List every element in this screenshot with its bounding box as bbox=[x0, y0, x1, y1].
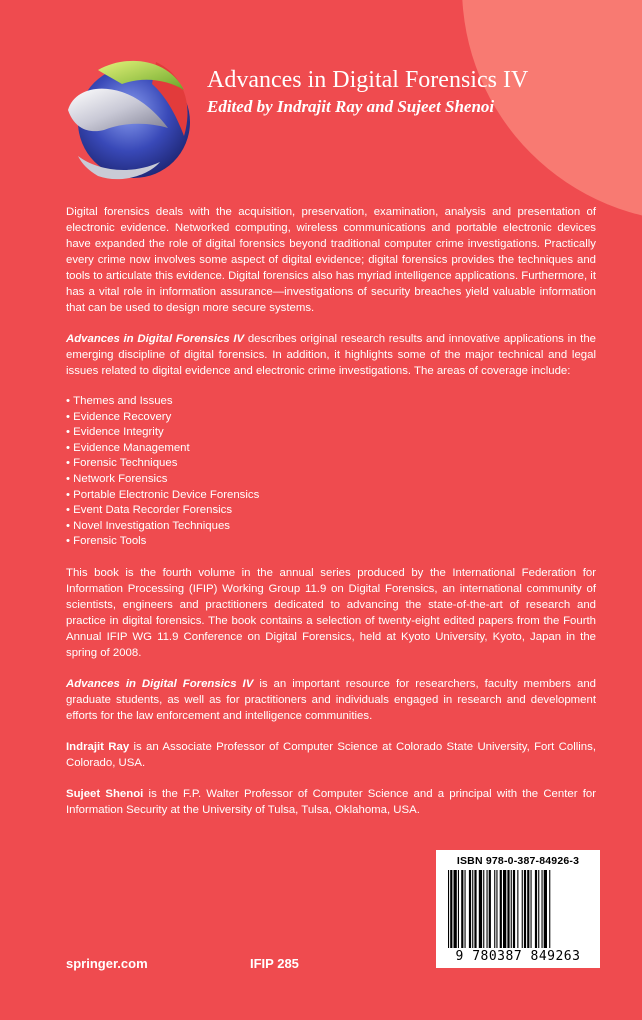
shenoi-bio-text: is the F.P. Walter Professor of Computer Science and a principal with the Center for Information Security at the University of Tulsa, Tulsa, Oklahoma, USA. bbox=[66, 787, 596, 816]
book-title: Advances in Digital Forensics IV bbox=[207, 67, 529, 93]
volume-paragraph: This book is the fourth volume in the annual series produced by the International Federation for Information Processing (IFIP) Working Group 11.9 on Digital Forensics, an international community of scientists, engineers and practitioners dedicated to advancing the state-of-the-art of research and practice in digital forensics. The book contains a selection of twenty-eight edited papers from the Fourth Annual IFIP WG 11.9 Conference on Digital Forensics, held at Kyoto University, Kyoto, Japan in the spring of 2008. bbox=[66, 566, 596, 659]
barcode-bar bbox=[465, 870, 466, 948]
coverage-areas-list bbox=[66, 394, 596, 550]
globe-logo-icon bbox=[64, 50, 196, 190]
intro-paragraph: Digital forensics deals with the acquisition, preservation, examination, analysis and presentation of electronic evidence. Networked computing, wireless communications and portable electronic devices have expanded the role of digital forensics beyond traditional computer crime investigations. Practically every crime now involves some aspect of digital evidence; digital forensics provides the techniques and tools to articulate this evidence. Digital forensics also has myriad intelligence applications. Furthermore, it has a vital role in information assurance—investigations of security breaches yield valuable information that can be used to design more secure systems. bbox=[66, 206, 596, 314]
barcode-bar bbox=[517, 870, 518, 948]
barcode-bar bbox=[487, 870, 488, 948]
coverage-area-item: • Themes and Issues bbox=[66, 394, 596, 410]
resource-text: is an important resource for researchers, faculty members and graduate students, as well as for practitioners and individuals engaged in research and development efforts for the law enforcement and intelligence communities. bbox=[66, 677, 597, 722]
barcode-bar bbox=[507, 870, 509, 948]
barcode-bar bbox=[511, 870, 512, 948]
coverage-area-item: • Novel Investigation Techniques bbox=[66, 519, 596, 535]
ray-bio-paragraph bbox=[66, 739, 596, 771]
book-title-emphasis: Advances in Digital Forensics IV bbox=[66, 333, 245, 345]
barcode-bar bbox=[461, 870, 463, 948]
barcode-digits: 9 780387 849263 bbox=[455, 949, 581, 964]
coverage-area-item: • Network Forensics bbox=[66, 472, 596, 488]
barcode-bar bbox=[522, 870, 523, 948]
barcode-bar bbox=[527, 870, 529, 948]
barcode-bar bbox=[535, 870, 537, 948]
barcode-bar bbox=[472, 870, 473, 948]
barcode-bar bbox=[448, 870, 449, 948]
barcode-bar bbox=[542, 870, 543, 948]
book-title-emphasis: Advances in Digital Forensics IV bbox=[66, 677, 254, 690]
isbn-label: ISBN 978-0-387-84926-3 bbox=[456, 855, 580, 867]
isbn-barcode bbox=[436, 850, 600, 968]
shenoi-name: Sujeet Shenoi bbox=[66, 787, 144, 800]
coverage-area-item: • Evidence Integrity bbox=[66, 425, 596, 441]
barcode-bar bbox=[544, 870, 547, 948]
barcode-bar bbox=[474, 870, 476, 948]
coverage-area-item: • Evidence Management bbox=[66, 441, 596, 457]
barcode-bar bbox=[524, 870, 526, 948]
barcode-bar bbox=[483, 870, 484, 948]
resource-paragraph bbox=[66, 676, 596, 724]
describes-text: describes original research results and innovative applications in the emerging discipline of digital forensics. In addition, it highlights some of the major technical and legal issues related to digital evidence and electronic crime investigations. The areas of coverage include: bbox=[66, 333, 596, 377]
barcode-bar bbox=[503, 870, 506, 948]
coverage-area-item: • Portable Electronic Device Forensics bbox=[66, 488, 596, 504]
barcode-bar bbox=[494, 870, 495, 948]
barcode-bar bbox=[538, 870, 539, 948]
barcode-bar bbox=[489, 870, 491, 948]
ray-bio-text: is an Associate Professor of Computer Science at Colorado State University, Fort Collins, Colorado, USA. bbox=[66, 740, 596, 769]
barcode-bar bbox=[513, 870, 515, 948]
barcode-bar bbox=[454, 870, 457, 948]
series-number: IFIP 285 bbox=[250, 956, 299, 971]
description-text bbox=[66, 204, 596, 833]
book-editors: Edited by Indrajit Ray and Sujeet Shenoi bbox=[207, 97, 495, 116]
barcode-bars bbox=[446, 870, 590, 948]
barcode-bar bbox=[469, 870, 471, 948]
barcode-bar bbox=[479, 870, 482, 948]
barcode-bar bbox=[549, 870, 550, 948]
publisher-url: springer.com bbox=[66, 956, 148, 971]
coverage-area-item: • Evidence Recovery bbox=[66, 410, 596, 426]
barcode-bar bbox=[531, 870, 532, 948]
ray-name: Indrajit Ray bbox=[66, 740, 130, 753]
coverage-area-item: • Forensic Techniques bbox=[66, 456, 596, 472]
barcode-bar bbox=[500, 870, 502, 948]
barcode-bar bbox=[458, 870, 459, 948]
barcode-bar bbox=[450, 870, 452, 948]
describes-paragraph bbox=[66, 331, 596, 379]
shenoi-bio-paragraph bbox=[66, 786, 596, 818]
coverage-area-item: • Forensic Tools bbox=[66, 534, 596, 550]
coverage-area-item: • Event Data Recorder Forensics bbox=[66, 503, 596, 519]
barcode-bar bbox=[496, 870, 497, 948]
